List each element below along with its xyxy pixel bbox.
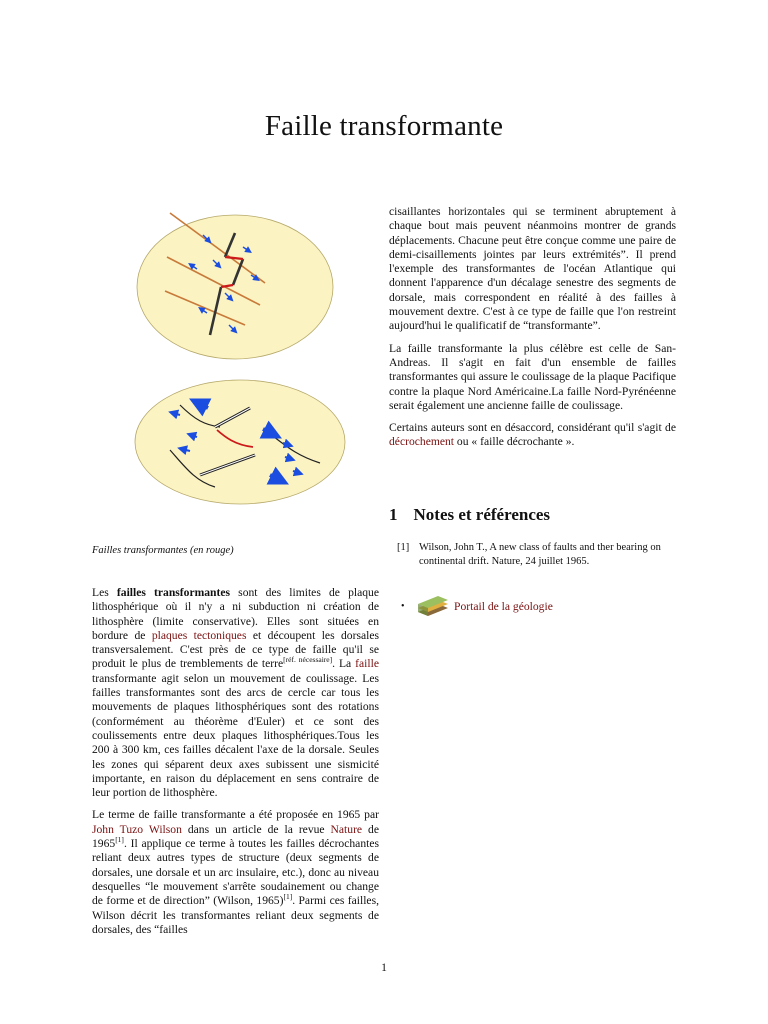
paragraph-intro [92,586,379,800]
portal-link[interactable]: Portail de la géologie [454,599,553,613]
text-span: transformante agit selon un mouvement de coulissage. Les failles transformantes sont des arcs de cercle car tous les mouvements de plaques lithosphériques sont des rotations (conformément au théorème d'Euler) et ce sont des coulissements entre deux plaques lithosphériques.Tous les 200 à 300 km, ces failles décalent l'axe de la dorsale. Seules les zones qui séparent deux axes subissent une sismicité importante, en raison du déplacement en sens contraire de leur portion de lithosphère. [92,671,379,800]
link-john-tuzo-wilson[interactable]: John Tuzo Wilson [92,822,182,836]
section-heading [389,505,550,525]
left-column [92,586,379,945]
text-span: Certains auteurs sont en désaccord, considérant qu'il s'agit de [389,421,676,435]
figure-caption: Failles transformantes (en rouge) [92,545,234,556]
text-span: sont des limites de plaque lithosphérique où il n'y a ni subduction ni création de lithosphère (limite conservative). Elles sont situées en bordure de [92,586,379,642]
page-title: Faille transformante [264,110,504,142]
right-column [389,205,676,458]
text-span: Le terme de faille transformante a été proposée en 1965 par [92,808,379,822]
section-number: 1 [389,505,398,524]
link-nature[interactable]: Nature [330,822,363,836]
citation-ref-1[interactable]: [1] [115,835,124,845]
transform-fault-diagram [125,205,365,505]
citation-needed[interactable]: [réf. nécessaire] [283,655,333,665]
link-plaques-tectoniques[interactable]: plaques tectoniques [151,628,247,642]
top-plate-diagram [137,213,333,359]
link-decrochement[interactable]: décrochement [389,435,455,449]
text-span: . Parmi ces failles, Wilson décrit les transformantes reliant deux segments de dorsales, des “failles [92,894,379,936]
bold-term: failles transformantes [116,586,231,599]
text-span: et découpent les dorsales transversalement. C'est près de ce type de faille qu'il se produit le plus de tremblements de terre [92,628,379,671]
text-span: . La [332,657,356,671]
text-span: ou « faille décrochante ». [454,435,575,449]
paragraph-san-andreas: La faille transformante la plus célèbre est celle de San-Andreas. Il s'agit en fait d'un ensemble de failles transformantes qui assure le coulissage de la plaque Pacifique contre la plaque Nord Américaine.La faille Nord-Pyrénéenne serait également une ancienne faille de coulissage. [389,341,676,412]
reference-number: [1] [397,542,410,553]
geology-layers-icon [416,596,450,616]
portal-item [401,596,553,616]
text-span: dans un article de la revue [181,822,331,836]
link-faille[interactable]: faille [355,657,379,671]
reference-text: Wilson, John T., A new class of faults and ther bearing on continental drift. Nature, 24 juillet 1965. [419,542,661,567]
transform-fault-figure [125,205,365,505]
text-span: de 1965 [92,822,379,851]
page-number: 1 [381,961,387,974]
text-span: Les [92,586,117,599]
bottom-plate-diagram [135,380,345,504]
section-title: Notes et références [413,505,551,524]
text-span: . Il applique ce terme à toutes les failles décrochantes reliant deux autres types de structure (deux segments de dorsales, une dorsale et un arc insulaire, etc.), donc au niveau desquelles “le mouvement s'arrête soudainement ou change de forme et de direction” (Wilson, 1965) [92,837,379,908]
citation-ref-1[interactable]: [1] [283,892,293,902]
paragraph-history [92,808,379,937]
paragraph-disagreement [389,421,676,450]
paragraph-continuation: cisaillantes horizontales qui se terminent abruptement à chaque bout mais peuvent néanmoins montrer de grands déplacements. Chacune peut être conçue comme une paire de demi-cisaillements jointes par leurs extrémités”. Il prend l'exemple des transformantes de l'océan Atlantique qui donnent l'apparence d'un décalage senestre des segments de dorsale, mais correspondent en réalité à des failles à mouvement dextre. C'est à ce type de faille que l'on restreint aujourd'hui le qualificatif de “transformante”. [389,205,676,333]
reference-item [397,541,687,569]
bullet: • [401,600,405,612]
